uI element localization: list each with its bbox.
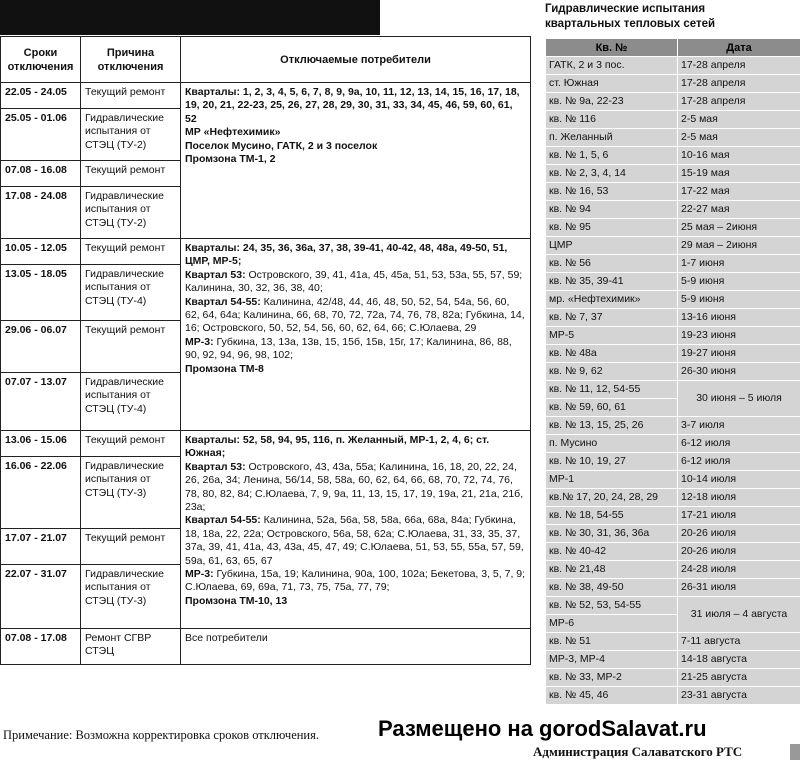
date-cell: 26-31 июля bbox=[678, 579, 800, 597]
consumer-addresses: Калинина, 52а, 56а, 58, 58а, 66а, 68а, 84а; Губкина, 18, 18а, 22, 22а; Островского, 56а, 58, 62а; С.Юлаева, 31, 33, 35, 37, 37а, 39, 41, 41а, 43, 43а, 45, 47, 49; С.Юлаева, 51, 53, 55, 55а, 57, 59, 59а, 61, 63, 65, 67 bbox=[185, 514, 524, 567]
outage-reason: Текущий ремонт bbox=[81, 161, 181, 187]
consumer-entry bbox=[185, 86, 526, 126]
consumer-entry bbox=[185, 363, 526, 376]
outage-dates: 07.07 - 13.07 bbox=[1, 373, 81, 431]
table-row bbox=[546, 489, 800, 507]
kv-cell: п. Мусино bbox=[546, 435, 678, 453]
table-row bbox=[546, 687, 800, 705]
consumer-heading: МР-3: bbox=[185, 568, 214, 581]
date-cell: 6-12 июля bbox=[678, 435, 800, 453]
date-cell: 17-28 апреля bbox=[678, 75, 800, 93]
kv-cell: ЦМР bbox=[546, 237, 678, 255]
date-cell: 15-19 мая bbox=[678, 165, 800, 183]
date-cell: 20-26 июля bbox=[678, 525, 800, 543]
date-cell: 5-9 июня bbox=[678, 273, 800, 291]
table-row bbox=[546, 237, 800, 255]
hydraulic-tests-panel bbox=[545, 0, 800, 705]
consumer-entry bbox=[185, 242, 526, 269]
consumer-entry bbox=[185, 568, 526, 595]
outage-table bbox=[0, 36, 531, 665]
table-row bbox=[546, 183, 800, 201]
table-row bbox=[546, 93, 800, 111]
table-row bbox=[546, 381, 800, 399]
table-row bbox=[1, 629, 531, 665]
date-cell: 23-31 августа bbox=[678, 687, 800, 705]
consumers-cell bbox=[181, 83, 531, 239]
table-row bbox=[546, 147, 800, 165]
consumer-entry bbox=[185, 140, 526, 153]
consumer-entry bbox=[185, 595, 526, 608]
outage-dates: 07.08 - 17.08 bbox=[1, 629, 81, 665]
signature: Администрация Салаватского РТС bbox=[533, 744, 743, 759]
consumer-heading: Квартал 54-55: bbox=[185, 295, 261, 308]
header-dates: Сроки отключения bbox=[1, 37, 81, 83]
date-cell: 22-27 мая bbox=[678, 201, 800, 219]
outage-dates: 10.05 - 12.05 bbox=[1, 239, 81, 265]
date-cell: 3-7 июля bbox=[678, 417, 800, 435]
footnote: Примечание: Возможна корректировка сроков отключения. bbox=[3, 728, 319, 742]
kv-cell: кв. № 52, 53, 54-55 bbox=[546, 597, 678, 615]
date-cell: 26-30 июня bbox=[678, 363, 800, 381]
consumer-heading: МР-3: bbox=[185, 335, 214, 348]
kv-cell: кв. № 33, МР-2 bbox=[546, 669, 678, 687]
outage-dates: 07.08 - 16.08 bbox=[1, 161, 81, 187]
consumer-heading: Квартал 54-55: bbox=[185, 514, 261, 527]
kv-cell: ст. Южная bbox=[546, 75, 678, 93]
date-cell: 10-14 июля bbox=[678, 471, 800, 489]
table-row bbox=[546, 219, 800, 237]
kv-cell: кв. № 11, 12, 54-55 bbox=[546, 381, 678, 399]
top-black-bar bbox=[0, 0, 380, 35]
table-row bbox=[546, 363, 800, 381]
kv-cell: МР-6 bbox=[546, 615, 678, 633]
date-cell: 2-5 мая bbox=[678, 129, 800, 147]
outage-table-header bbox=[1, 37, 531, 83]
consumers-cell bbox=[181, 431, 531, 629]
consumers-cell bbox=[181, 629, 531, 665]
date-cell: 19-23 июня bbox=[678, 327, 800, 345]
outage-dates: 29.06 - 06.07 bbox=[1, 321, 81, 373]
kv-cell: кв. № 45, 46 bbox=[546, 687, 678, 705]
kv-cell: кв. № 94 bbox=[546, 201, 678, 219]
outage-reason: Текущий ремонт bbox=[81, 431, 181, 457]
consumer-heading: Промзона ТМ-8 bbox=[185, 362, 264, 375]
kv-cell: кв. № 18, 54-55 bbox=[546, 507, 678, 525]
header-consumers: Отключаемые потребители bbox=[181, 37, 531, 83]
table-row bbox=[546, 453, 800, 471]
watermark: Размещено на gorodSalavat.ru bbox=[378, 716, 707, 741]
date-cell: 17-28 апреля bbox=[678, 57, 800, 75]
table-row bbox=[546, 165, 800, 183]
consumer-addresses: Островского, 43, 43а, 55а; Калинина, 16, 18, 20, 22, 24, 26, 26а, 34; Ленина, 56/14, 58, 58а, 60, 62, 64, 66, 68, 70, 72, 74, 76, 78, 80, 82, 84; С.Юлаева, 7, 9, 9а, 11, 13, 15, 17, 19, 19а, 21, 21а, 21б, 23а; bbox=[185, 460, 524, 514]
outage-reason: Гидравлические испытания от СТЭЦ (ТУ-4) bbox=[81, 265, 181, 321]
table-row bbox=[546, 579, 800, 597]
consumer-addresses: Все потребители bbox=[185, 632, 268, 644]
consumer-heading: Квартал 53: bbox=[185, 460, 246, 473]
outage-dates: 17.08 - 24.08 bbox=[1, 187, 81, 239]
date-cell: 6-12 июля bbox=[678, 453, 800, 471]
table-row bbox=[546, 561, 800, 579]
kv-cell: кв. № 10, 19, 27 bbox=[546, 453, 678, 471]
table-row bbox=[546, 471, 800, 489]
date-cell: 7-11 августа bbox=[678, 633, 800, 651]
table-row bbox=[546, 669, 800, 687]
date-cell: 1-7 июня bbox=[678, 255, 800, 273]
date-cell: 13-16 июня bbox=[678, 309, 800, 327]
kv-cell: кв. № 21,48 bbox=[546, 561, 678, 579]
outage-reason: Гидравлические испытания от СТЭЦ (ТУ-3) bbox=[81, 565, 181, 629]
table-row bbox=[546, 291, 800, 309]
table-row bbox=[546, 129, 800, 147]
outage-reason: Текущий ремонт bbox=[81, 83, 181, 109]
consumer-heading: Поселок Мусино, ГАТК, 2 и 3 поселок bbox=[185, 139, 378, 152]
outage-dates: 25.05 - 01.06 bbox=[1, 109, 81, 161]
outage-dates: 13.05 - 18.05 bbox=[1, 265, 81, 321]
kv-cell: кв. № 9а, 22-23 bbox=[546, 93, 678, 111]
kv-cell: кв. № 59, 60, 61 bbox=[546, 399, 678, 417]
kv-cell: кв. № 9, 62 bbox=[546, 363, 678, 381]
consumer-entry bbox=[185, 269, 526, 296]
kv-cell: кв.№ 17, 20, 24, 28, 29 bbox=[546, 489, 678, 507]
consumer-heading: Промзона ТМ-1, 2 bbox=[185, 153, 276, 166]
kv-cell: кв. № 13, 15, 25, 26 bbox=[546, 417, 678, 435]
date-cell: 17-22 мая bbox=[678, 183, 800, 201]
outage-dates: 17.07 - 21.07 bbox=[1, 529, 81, 565]
header-kv: Кв. № bbox=[546, 39, 678, 57]
title-line-2: квартальных тепловых сетей bbox=[545, 18, 716, 30]
outage-dates: 13.06 - 15.06 bbox=[1, 431, 81, 457]
kv-cell: кв. № 16, 53 bbox=[546, 183, 678, 201]
outage-dates: 22.05 - 24.05 bbox=[1, 83, 81, 109]
outage-reason: Ремонт СГВР СТЭЦ bbox=[81, 629, 181, 665]
kv-cell: кв. № 30, 31, 36, 36а bbox=[546, 525, 678, 543]
date-cell: 31 июля – 4 августа bbox=[678, 597, 800, 633]
consumer-entry bbox=[185, 434, 526, 461]
consumer-heading: Промзона ТМ-10, 13 bbox=[185, 594, 288, 607]
table-row bbox=[546, 327, 800, 345]
outage-reason: Текущий ремонт bbox=[81, 321, 181, 373]
consumer-heading: Квартал 53: bbox=[185, 268, 246, 281]
table-row bbox=[546, 597, 800, 615]
kv-cell: кв. № 51 bbox=[546, 633, 678, 651]
table-row bbox=[546, 345, 800, 363]
table-row bbox=[546, 435, 800, 453]
outage-reason: Гидравлические испытания от СТЭЦ (ТУ-2) bbox=[81, 187, 181, 239]
table-row bbox=[546, 57, 800, 75]
header-reason: Причина отключения bbox=[81, 37, 181, 83]
kv-cell: мр. «Нефтехимик» bbox=[546, 291, 678, 309]
table-row bbox=[546, 417, 800, 435]
consumer-addresses: Губкина, 13, 13а, 13в, 15, 15б, 15в, 15г, 17; Калинина, 86, 88, 90, 92, 94, 96, 98, 102; bbox=[185, 335, 512, 362]
consumer-heading: Кварталы: 52, 58, 94, 95, 116, п. Желанный, МР-1, 2, 4, 6; ст. Южная; bbox=[185, 434, 490, 460]
table-row bbox=[546, 543, 800, 561]
consumer-addresses: Островского, 39, 41, 41а, 45, 45а, 51, 53, 53а, 55, 57, 59; Калинина, 30, 32, 36, 38, 40; bbox=[185, 268, 523, 295]
date-cell: 24-28 июля bbox=[678, 561, 800, 579]
consumer-heading: Кварталы: 24, 35, 36, 36а, 37, 38, 39-41, 40-42, 48, 48а, 49-50, 51, ЦМР, МР-5; bbox=[185, 242, 508, 268]
consumer-entry bbox=[185, 153, 526, 166]
consumer-entry bbox=[185, 126, 526, 139]
consumer-entry bbox=[185, 461, 526, 515]
consumer-entry bbox=[185, 632, 526, 645]
date-cell: 14-18 августа bbox=[678, 651, 800, 669]
kv-cell: кв. № 40-42 bbox=[546, 543, 678, 561]
kv-cell: кв. № 116 bbox=[546, 111, 678, 129]
outage-reason: Гидравлические испытания от СТЭЦ (ТУ-4) bbox=[81, 373, 181, 431]
kv-cell: МР-3, МР-4 bbox=[546, 651, 678, 669]
kv-cell: п. Желанный bbox=[546, 129, 678, 147]
corner-mark bbox=[790, 744, 800, 760]
date-cell: 25 мая – 2июня bbox=[678, 219, 800, 237]
kv-cell: кв. № 2, 3, 4, 14 bbox=[546, 165, 678, 183]
table-row bbox=[546, 255, 800, 273]
outage-reason: Гидравлические испытания от СТЭЦ (ТУ-2) bbox=[81, 109, 181, 161]
table-row bbox=[546, 273, 800, 291]
date-cell: 30 июня – 5 июля bbox=[678, 381, 800, 417]
kv-cell: МР-1 bbox=[546, 471, 678, 489]
table-row bbox=[546, 111, 800, 129]
hydraulic-tests-table bbox=[545, 38, 800, 705]
date-cell: 19-27 июня bbox=[678, 345, 800, 363]
table-row bbox=[1, 83, 531, 109]
outage-dates: 16.06 - 22.06 bbox=[1, 457, 81, 529]
consumers-cell bbox=[181, 239, 531, 431]
outage-reason: Текущий ремонт bbox=[81, 529, 181, 565]
consumer-entry bbox=[185, 514, 526, 568]
date-cell: 17-21 июля bbox=[678, 507, 800, 525]
consumer-entry bbox=[185, 336, 526, 363]
date-cell: 10-16 мая bbox=[678, 147, 800, 165]
header-date: Дата bbox=[678, 39, 800, 57]
date-cell: 29 мая – 2июня bbox=[678, 237, 800, 255]
date-cell: 12-18 июля bbox=[678, 489, 800, 507]
table-row bbox=[1, 239, 531, 265]
outage-dates: 22.07 - 31.07 bbox=[1, 565, 81, 629]
consumer-addresses: Губкина, 15а, 19; Калинина, 90а, 100, 102а; Бекетова, 3, 5, 7, 9; С.Юлаева, 69, 69а, 71, 73, 75, 75а, 77, 79; bbox=[185, 568, 526, 594]
kv-cell: кв. № 56 bbox=[546, 255, 678, 273]
kv-cell: ГАТК, 2 и 3 пос. bbox=[546, 57, 678, 75]
date-cell: 2-5 мая bbox=[678, 111, 800, 129]
kv-cell: кв. № 48а bbox=[546, 345, 678, 363]
table-row bbox=[546, 525, 800, 543]
kv-cell: кв. № 35, 39-41 bbox=[546, 273, 678, 291]
kv-cell: кв. № 1, 5, 6 bbox=[546, 147, 678, 165]
title-line-1: Гидравлические испытания bbox=[545, 3, 706, 15]
table-row bbox=[1, 431, 531, 457]
date-cell: 17-28 апреля bbox=[678, 93, 800, 111]
table-row bbox=[546, 309, 800, 327]
kv-cell: МР-5 bbox=[546, 327, 678, 345]
consumer-heading: Кварталы: 1, 2, 3, 4, 5, 6, 7, 8, 9, 9а, 10, 11, 12, 13, 14, 15, 16, 17, 18, 19, 20, 21, 22-23, 25, 26, 27, 28, 29, 30, 31, 33, 34, 45, 46, 59, 60, 61, 52 bbox=[185, 86, 520, 125]
date-cell: 20-26 июля bbox=[678, 543, 800, 561]
table-row bbox=[546, 507, 800, 525]
table-row bbox=[546, 633, 800, 651]
table-row bbox=[546, 651, 800, 669]
outage-reason: Текущий ремонт bbox=[81, 239, 181, 265]
consumer-entry bbox=[185, 296, 526, 336]
consumer-heading: МР «Нефтехимик» bbox=[185, 126, 281, 139]
hydraulic-tests-title bbox=[545, 0, 800, 38]
side-table-header bbox=[546, 39, 800, 57]
date-cell: 5-9 июня bbox=[678, 291, 800, 309]
table-row bbox=[546, 75, 800, 93]
outage-schedule bbox=[0, 36, 530, 665]
outage-reason: Гидравлические испытания от СТЭЦ (ТУ-3) bbox=[81, 457, 181, 529]
date-cell: 21-25 августа bbox=[678, 669, 800, 687]
kv-cell: кв. № 38, 49-50 bbox=[546, 579, 678, 597]
consumer-addresses: Калинина, 42/48, 44, 46, 48, 50, 52, 54, 54а, 56, 60, 62, 64, 64а; Калинина, 66, 68, 70, 72, 72а, 74, 76, 78, 82а; Губкина, 14, 16; Островского, 50, 52, 54, 56, 60, 62, 64, 66; С.Юлаева, 29 bbox=[185, 295, 525, 335]
table-row bbox=[546, 201, 800, 219]
kv-cell: кв. № 95 bbox=[546, 219, 678, 237]
kv-cell: кв. № 7, 37 bbox=[546, 309, 678, 327]
